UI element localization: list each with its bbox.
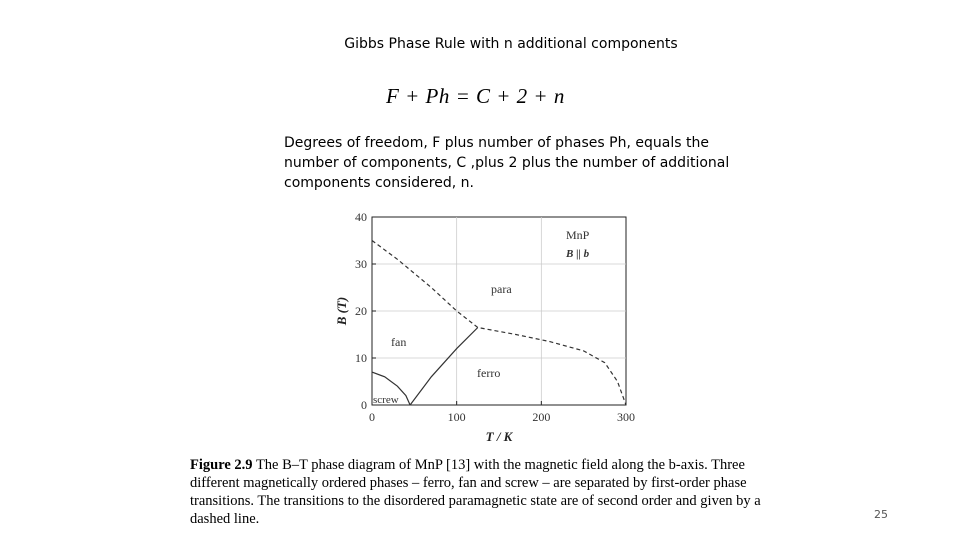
annotation-fan: fan [391,335,407,349]
y-tick-label: 20 [355,304,367,318]
annotation-screw: screw [373,394,399,406]
y-tick-label: 30 [355,257,367,271]
annotation-para: para [491,282,512,296]
y-tick-label: 10 [355,351,367,365]
phase-diagram [330,205,650,450]
annotation-field-direction: B || b [566,248,590,260]
y-tick-label: 40 [355,210,367,224]
x-tick-label: 200 [532,410,551,424]
x-tick-label: 300 [617,410,635,424]
phase-diagram-chart [330,205,650,450]
figure-caption-label: Figure 2.9 [190,457,253,473]
gibbs-equation: F + Ph = C + 2 + n [386,84,565,108]
figure-caption [190,456,790,528]
annotation-mnp: MnP [566,228,590,242]
page-number: 25 [874,508,888,521]
phase-boundary-second-order [372,241,626,406]
x-tick-label: 0 [369,410,375,424]
slide-description: Degrees of freedom, F plus number of phases Ph, equals the number of components, C ,plus 2 plus the number of additional components considered, n. [284,135,730,191]
annotation-ferro: ferro [477,366,501,380]
phase-boundary-first-order-1 [410,328,478,406]
y-tick-label: 0 [361,398,367,412]
figure-caption-text: The B–T phase diagram of MnP [13] with the magnetic field along the b-axis. Three different magnetically ordered phases – ferro, fan and screw – are separated by first-order phase transitions. The transitions to the disordered paramagnetic state are of second order and given by a dashed line. [190,457,761,527]
slide-title: Gibbs Phase Rule with n additional components [344,36,678,52]
x-axis-label: T / K [485,429,513,444]
y-axis-label: B (T) [334,296,349,326]
x-tick-label: 100 [447,410,466,424]
